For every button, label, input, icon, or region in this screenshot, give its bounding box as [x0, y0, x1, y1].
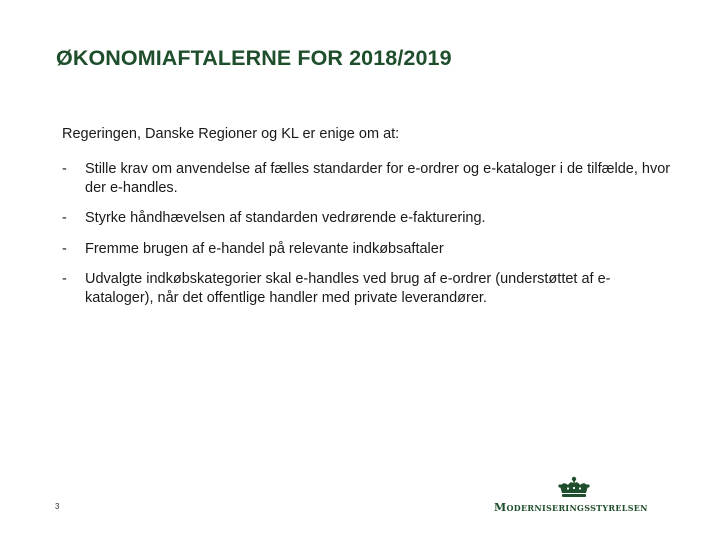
bullet-text: Udvalgte indkøbskategorier skal e-handles ved brug af e-ordrer (understøttet af e-kataloger), når det offentlige handler med private leverandører. [85, 271, 611, 306]
bullet-list [62, 160, 672, 319]
list-item [62, 160, 672, 197]
logo-wordmark: Moderniseringsstyrelsen [494, 501, 648, 514]
dash-marker: - [62, 161, 67, 177]
bullet-text: Fremme brugen af e-handel på relevante indkøbsaftaler [85, 240, 444, 257]
dash-marker: - [62, 210, 67, 226]
dash-marker: - [62, 271, 67, 287]
crown-icon [554, 476, 594, 500]
bullet-text: Styrke håndhævelsen af standarden vedrørende e-fakturering. [85, 210, 486, 226]
moderniseringsstyrelsen-logo [494, 476, 674, 516]
page-number: 3 [55, 502, 60, 511]
list-item [62, 270, 672, 307]
slide-title: ØKONOMIAFTALERNE FOR 2018/2019 [56, 46, 452, 70]
list-item [62, 240, 672, 259]
bullet-text: Stille krav om anvendelse af fælles standarder for e-ordrer og e-kataloger i de tilfælde, hvor der e-handles. [85, 161, 671, 196]
dash-marker: - [62, 240, 67, 257]
list-item [62, 209, 672, 228]
intro-text: Regeringen, Danske Regioner og KL er enige om at: [62, 126, 400, 142]
